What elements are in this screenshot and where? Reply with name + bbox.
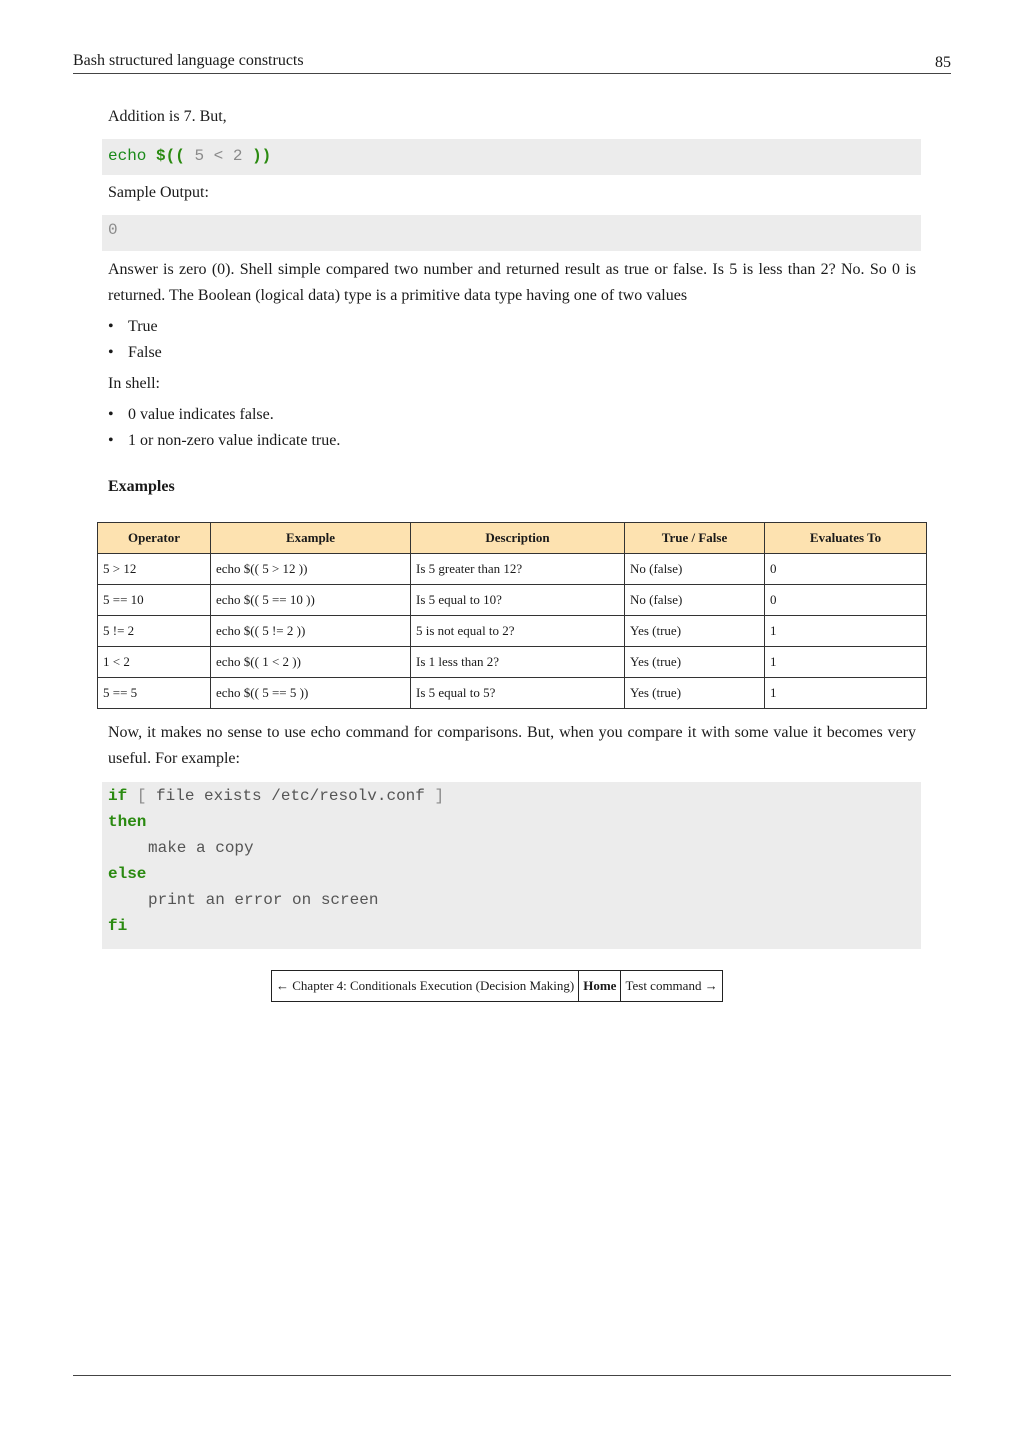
next-page-link[interactable]: Test command → [621, 971, 722, 1002]
table-row [98, 585, 927, 616]
list-item: • 0 value indicates false. [108, 402, 916, 428]
after-table-content [108, 720, 916, 949]
code-line [108, 887, 921, 913]
table-cell: Yes (true) [625, 678, 765, 709]
code-else-body: print an error on screen [148, 891, 379, 909]
home-link[interactable]: Home [579, 971, 621, 1002]
nav-row [272, 971, 723, 1002]
code-bracket: ] [434, 787, 445, 805]
list-item: • False [108, 340, 916, 366]
shell-rules-list [108, 402, 916, 454]
code-line [108, 809, 921, 835]
table-row [98, 647, 927, 678]
code-block-if [102, 782, 921, 949]
examples-heading: Examples [108, 478, 175, 495]
code-keyword-if: if [108, 787, 128, 805]
in-shell-label: In shell: [108, 375, 160, 392]
table-cell: 5 == 10 [98, 585, 211, 616]
column-header: Description [411, 523, 625, 554]
sample-output-block [102, 215, 921, 251]
column-header: Example [211, 523, 411, 554]
table-cell: 1 < 2 [98, 647, 211, 678]
table-cell: 5 != 2 [98, 616, 211, 647]
code-keyword-fi: fi [108, 917, 128, 935]
code-then-body: make a copy [148, 839, 254, 857]
code-line [108, 913, 921, 939]
column-header: Operator [98, 523, 211, 554]
sample-output-value: 0 [108, 221, 118, 239]
table-cell: echo $(( 5 != 2 )) [211, 616, 411, 647]
prev-chapter-link[interactable]: ← Chapter 4: Conditionals Execution (Decision Making) [272, 971, 579, 1002]
table-cell: 5 > 12 [98, 554, 211, 585]
table-cell: Yes (true) [625, 616, 765, 647]
table-cell: echo $(( 1 < 2 )) [211, 647, 411, 678]
code-bracket: [ [136, 787, 147, 805]
code-expression: 5 < 2 [194, 147, 243, 165]
table-cell: echo $(( 5 == 10 )) [211, 585, 411, 616]
code-block-echo [102, 139, 921, 175]
table-cell: echo $(( 5 > 12 )) [211, 554, 411, 585]
table-cell: 5 is not equal to 2? [411, 616, 625, 647]
page-header [73, 50, 951, 74]
table-cell: Is 5 equal to 10? [411, 585, 625, 616]
table-cell: No (false) [625, 585, 765, 616]
chapter-navigation [271, 970, 723, 1002]
table-cell: Is 5 equal to 5? [411, 678, 625, 709]
code-line [108, 835, 921, 861]
code-keyword-then: then [108, 813, 147, 831]
column-header: True / False [625, 523, 765, 554]
table-row [98, 616, 927, 647]
code-line [108, 861, 921, 887]
table-cell: 0 [765, 554, 927, 585]
table-header-row [98, 523, 927, 554]
code-line [108, 783, 921, 809]
answer-paragraph: Answer is zero (0). Shell simple compared two number and returned result as true or false. Is 5 is less than 2? No. So 0 is returned. The Boolean (logical data) type is a primitive data type having one of two values [108, 261, 916, 304]
table-cell: 1 [765, 616, 927, 647]
table-row [98, 678, 927, 709]
list-item: • True [108, 314, 916, 340]
boolean-values-list [108, 314, 916, 366]
sample-output-label: Sample Output: [108, 184, 209, 201]
code-condition: file exists /etc/resolv.conf [156, 787, 425, 805]
page-content [108, 104, 916, 500]
table-cell: 1 [765, 678, 927, 709]
code-close-paren: )) [252, 147, 272, 165]
code-echo: echo [108, 147, 147, 165]
table-cell: 5 == 5 [98, 678, 211, 709]
table-cell: Is 1 less than 2? [411, 647, 625, 678]
table-cell: Is 5 greater than 12? [411, 554, 625, 585]
table-row [98, 554, 927, 585]
comparison-usage-paragraph: Now, it makes no sense to use echo command for comparisons. But, when you compare it with some value it becomes very useful. For example: [108, 724, 916, 767]
list-item: • 1 or non-zero value indicate true. [108, 428, 916, 454]
code-open-paren: $(( [156, 147, 185, 165]
table-cell: echo $(( 5 == 5 )) [211, 678, 411, 709]
page-number: 85 [935, 54, 951, 71]
code-keyword-else: else [108, 865, 147, 883]
column-header: Evaluates To [765, 523, 927, 554]
footer-divider [73, 1375, 951, 1376]
table-cell: 0 [765, 585, 927, 616]
intro-text: Addition is 7. But, [108, 108, 227, 125]
table-cell: 1 [765, 647, 927, 678]
table-cell: No (false) [625, 554, 765, 585]
running-title: Bash structured language constructs [73, 52, 304, 69]
comparison-table [97, 522, 927, 709]
table-cell: Yes (true) [625, 647, 765, 678]
